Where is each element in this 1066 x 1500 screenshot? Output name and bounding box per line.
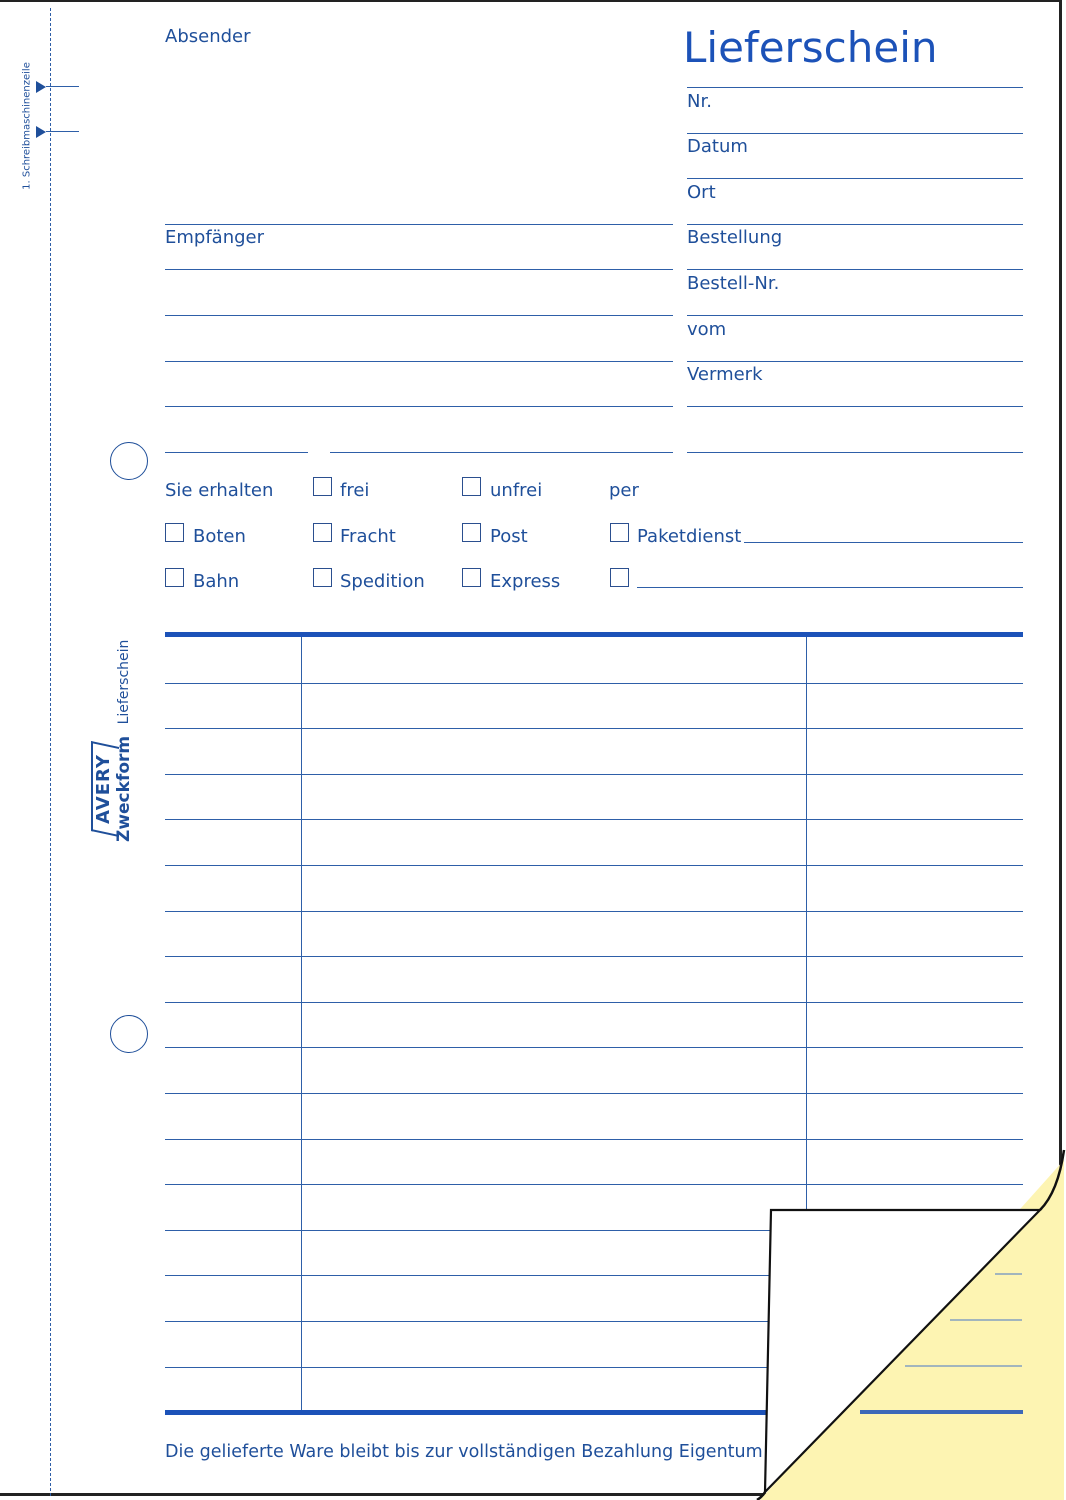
field-datum: Datum	[687, 136, 748, 157]
footer-note: Die gelieferte Ware bleibt bis zur vollständigen Bezahlung Eigentum	[165, 1442, 763, 1462]
field-bestellung: Bestellung	[687, 227, 783, 248]
brand-top-text: AVERY	[93, 754, 114, 824]
recipient-label: Empfänger	[165, 227, 265, 248]
spedition-label: Spedition	[340, 571, 425, 592]
frei-label: frei	[340, 480, 370, 501]
field-ort: Ort	[687, 182, 716, 203]
copy-sheet-rule	[860, 1410, 1023, 1414]
bahn-label: Bahn	[193, 571, 240, 592]
field-vom: vom	[687, 319, 727, 340]
express-label: Express	[490, 571, 561, 592]
fracht-label: Fracht	[340, 526, 396, 547]
side-label: Lieferschein	[116, 639, 132, 725]
paketdienst-label: Paketdienst	[637, 526, 742, 547]
sender-label: Absender	[165, 26, 251, 47]
per-label: per	[609, 480, 639, 501]
field-bestell-nr: Bestell-Nr.	[687, 273, 780, 294]
field-nr: Nr.	[687, 91, 712, 112]
unfrei-label: unfrei	[490, 480, 543, 501]
form-title: Lieferschein	[683, 23, 938, 72]
brand-bottom-text: Zweckform	[114, 735, 134, 842]
boten-label: Boten	[193, 526, 246, 547]
post-label: Post	[490, 526, 528, 547]
field-vermerk: Vermerk	[687, 364, 763, 385]
typewriter-label: 1. Schreibmaschinenzeile	[21, 62, 33, 190]
delivery-label: Sie erhalten	[165, 480, 274, 501]
